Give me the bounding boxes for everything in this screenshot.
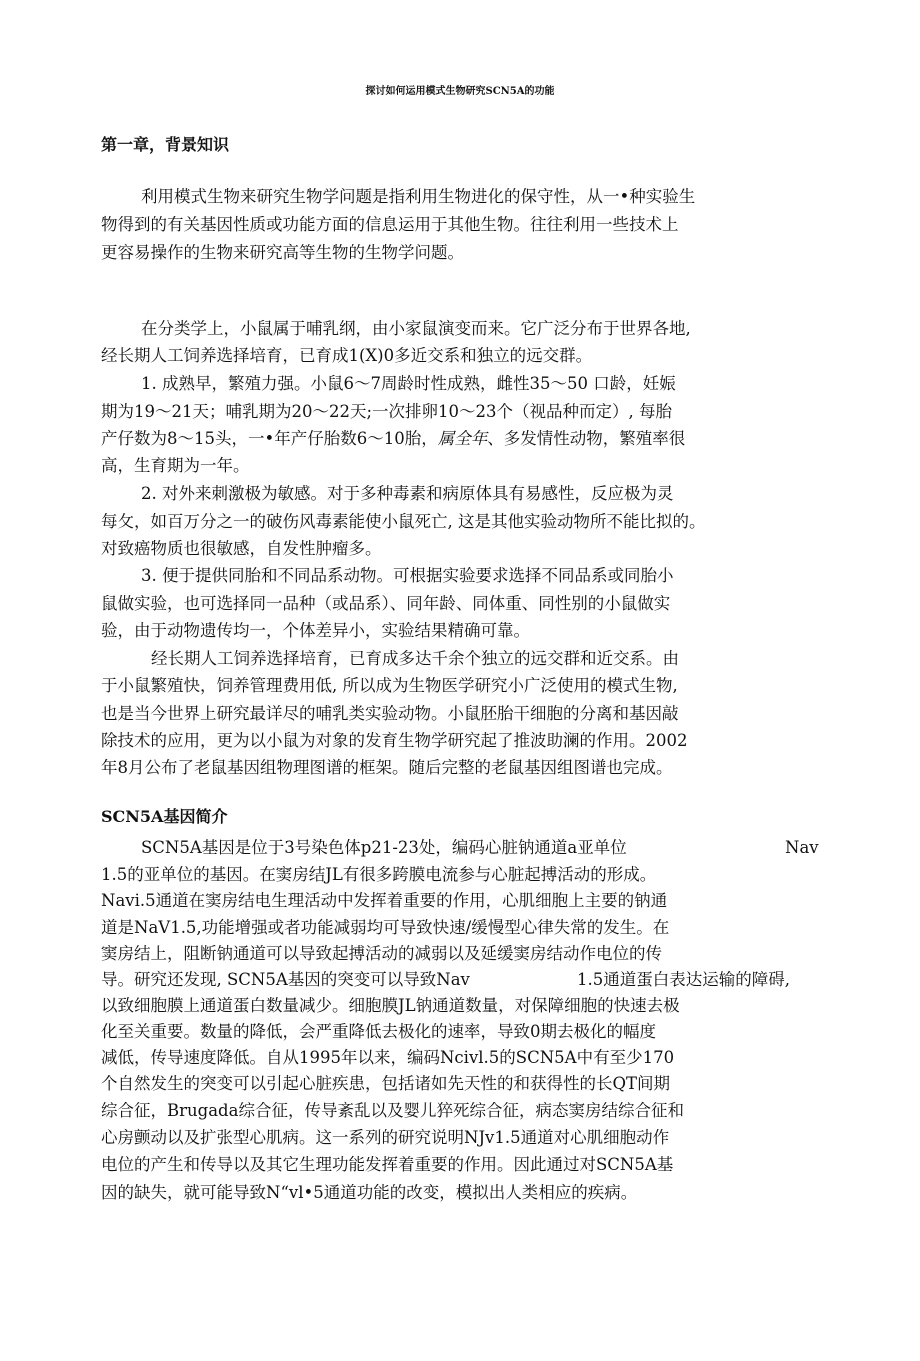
scn5a-line-7: 以致细胞膜上通道蛋白数量减少。细胞膜JL钠通道数量，对保障细胞的快速去极 [101, 996, 680, 1015]
scn5a-line-1: SCN5A基因是位于3号染色体p21-23处，编码心脏钠通道a亚单位 [141, 838, 627, 857]
mouse-point-1-line-3a: 产仔数为8〜15头，一•年产仔胎数6〜10胎， [101, 429, 438, 448]
mouse-point-1-line-4: 高，生育期为一年。 [101, 456, 250, 475]
mouse-summary-line-3: 也是当今世界上研究最详尽的哺乳类实验动物。小鼠胚胎干细胞的分离和基因敲 [101, 704, 679, 723]
scn5a-line-1-tail: Nav [785, 838, 819, 857]
scn5a-line-8: 化至关重要。数量的降低，会严重降低去极化的速率，导致0期去极化的幅度 [101, 1022, 656, 1041]
scn5a-line-4: 道是NaV1.5,功能增强或者功能减弱均可导致快速/缓慢型心律失常的发生。在 [101, 918, 670, 937]
mouse-point-1-italic: 属全年 [437, 429, 488, 448]
mouse-point-2-line-2: 每攵，如百万分之一的破伤风毒素能使小鼠死亡, 这是其他实验动物所不能比拟的。 [101, 512, 706, 531]
scn5a-line-6-tail: 1.5通道蛋白表达运输的障碍, [577, 970, 790, 989]
mouse-point-1-line-2: 期为19〜21天；哺乳期为20〜22天;一次排卵10〜23个（视品种而定）, 每胎 [101, 402, 673, 421]
document-title: 探讨如何运用模式生物研究SCN5A的功能 [365, 86, 555, 97]
scn5a-line-12: 心房颤动以及扩张型心肌病。这一系列的研究说明NJv1.5通道对心肌细胞动作 [101, 1128, 670, 1147]
mouse-point-2-line-3: 对致癌物质也很敏感，自发性肿瘤多。 [101, 539, 382, 558]
chapter-heading: 第一章，背景知识 [101, 135, 230, 154]
mouse-summary-line-1: 经长期人工饲养选择培育，已育成多达千余个独立的远交群和近交系。由 [151, 649, 679, 668]
intro-line-3: 更容易操作的生物来研究高等生物的生物学问题。 [101, 243, 464, 262]
scn5a-line-10: 个自然发生的突变可以引起心脏疾患，包括诸如先天性的和获得性的长QT间期 [101, 1074, 671, 1093]
scn5a-line-13: 电位的产生和传导以及其它生理功能发挥着重要的作用。因此通过对SCN5A基 [101, 1155, 674, 1174]
scn5a-line-5: 窦房结上，阻断钠通道可以导致起搏活动的减弱以及延缓窦房结动作电位的传 [101, 944, 662, 963]
mouse-point-1-line-1: 1. 成熟早，繁殖力强。小鼠6〜7周龄时性成熟，雌性35〜50 口龄，妊娠 [141, 374, 676, 393]
scn5a-line-9: 减低，传导速度降低。自从1995年以来，编码Ncivl.5的SCN5A中有至少170 [101, 1048, 675, 1067]
mouse-summary-line-5: 年8月公布了老鼠基因组物理图谱的框架。随后完整的老鼠基因组图谱也完成。 [101, 758, 673, 777]
mouse-point-3-line-1: 3. 便于提供同胎和不同品系动物。可根据实验要求选择不同品系或同胎小 [141, 566, 674, 585]
mouse-line-2: 经长期人工饲养选择培育，已育成1(X)0多近交系和独立的远交群。 [101, 346, 593, 365]
mouse-point-3-line-2: 鼠做实验，也可选择同一品种（或品系）、同年龄、同体重、同性别的小鼠做实 [101, 594, 671, 613]
mouse-summary-line-2: 于小鼠繁殖快，饲养管理费用低, 所以成为生物医学研究小广泛使用的模式生物, [101, 676, 678, 695]
mouse-point-3-line-3: 验，由于动物遗传均一，个体差异小，实验结果精确可靠。 [101, 621, 530, 640]
mouse-point-1-line-3 [101, 428, 685, 450]
scn5a-heading: SCN5A基因简介 [101, 807, 228, 826]
intro-line-2: 物得到的有关基因性质或功能方面的信息运用于其他生物。往往利用一些技术上 [101, 215, 679, 234]
scn5a-line-2: 1.5的亚单位的基因。在窦房结JL有很多跨膜电流参与心脏起搏活动的形成。 [101, 865, 657, 884]
scn5a-line-11: 综合征，Brugada综合征，传导紊乱以及婴儿猝死综合征，病态窦房结综合征和 [101, 1101, 684, 1120]
scn5a-line-6: 导。研究还发现, SCN5A基因的突变可以导致Nav [101, 970, 470, 989]
intro-line-1: 利用模式生物来研究生物学问题是指利用生物进化的保守性，从一•种实验生 [141, 187, 696, 206]
scn5a-line-3: Navi.5通道在窦房结电生理活动中发挥着重要的作用，心肌细胞上主要的钠通 [101, 891, 668, 910]
mouse-line-1: 在分类学上，小鼠属于哺乳纲，由小家鼠演变而来。它广泛分布于世界各地, [141, 319, 691, 338]
scn5a-line-14: 因的缺失，就可能导致N“vl•5通道功能的改变，模拟出人类相应的疾病。 [101, 1183, 638, 1202]
mouse-point-2-line-1: 2. 对外来刺激极为敏感。对于多种毒素和病原体具有易感性，反应极为灵 [141, 484, 674, 503]
mouse-summary-line-4: 除技术的应用，更为以小鼠为对象的发育生物学研究起了推波助澜的作用。2002 [101, 731, 688, 750]
mouse-point-1-line-3b: 、多发情性动物，繁殖率很 [487, 429, 686, 448]
